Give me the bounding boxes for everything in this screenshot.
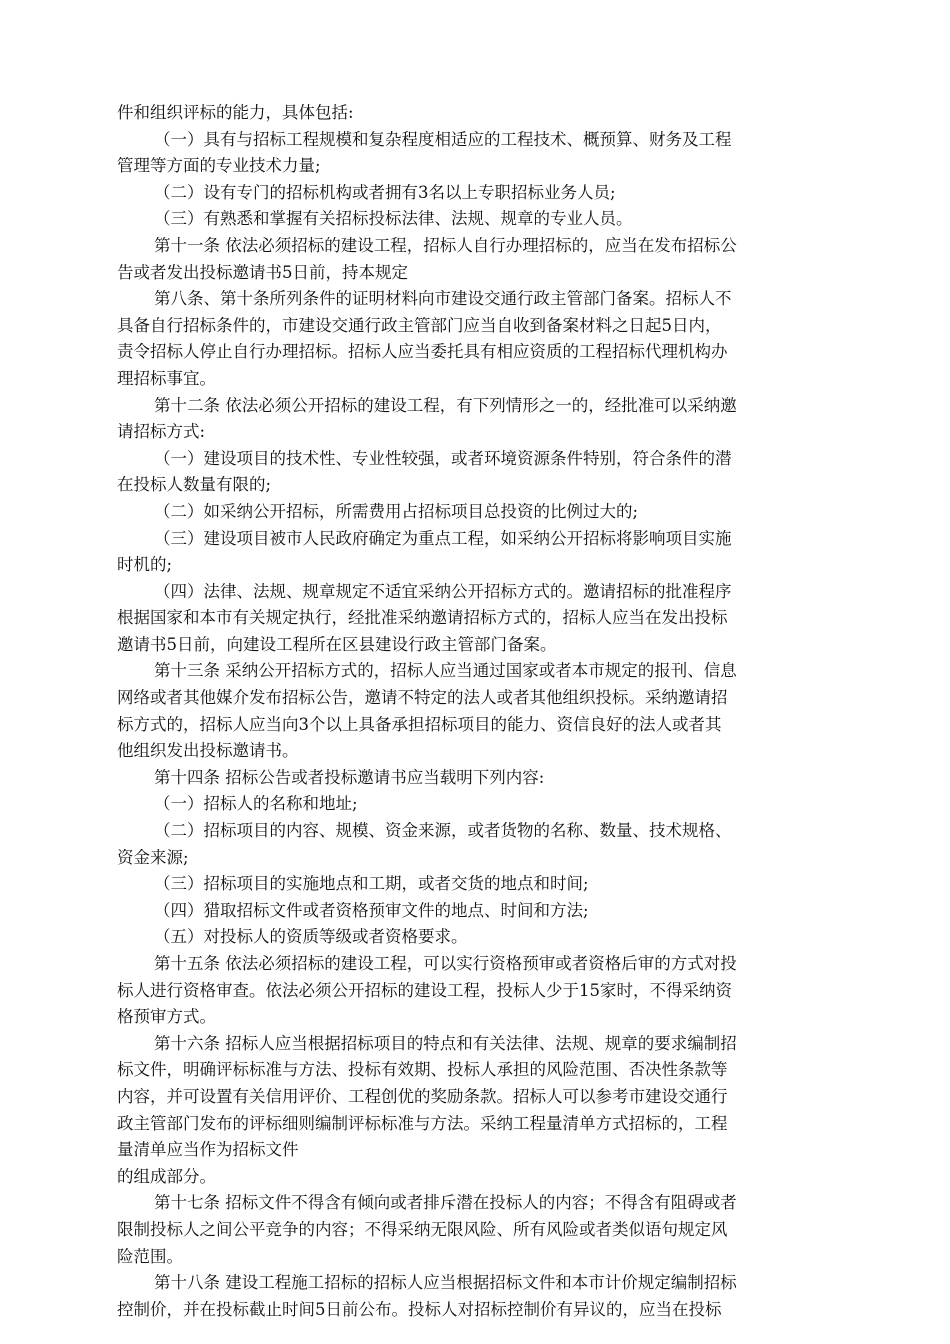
text-line: 具备自行招标条件的，市建设交通行政主管部门应当自收到备案材料之日起5日内， [117, 315, 722, 335]
text-line: （五）对投标人的资质等级或者资格要求。 [154, 927, 468, 947]
text-line: 险范围。 [117, 1246, 183, 1266]
text-line: 标人进行资格审查。依法必须公开招标的建设工程，投标人少于15家时，不得采纳资 [117, 980, 732, 1000]
text-line: 第十八条 建设工程施工招标的招标人应当根据招标文件和本市计价规定编制招标 [154, 1273, 737, 1293]
text-line: 的组成部分。 [117, 1166, 216, 1186]
text-line: 请招标方式: [117, 422, 206, 442]
text-line: 第十四条 招标公告或者投标邀请书应当载明下列内容: [154, 767, 545, 787]
text-line: 第十二条 依法必须公开招标的建设工程，有下列情形之一的，经批准可以采纳邀 [154, 395, 737, 415]
text-line: 告或者发出投标邀请书5日前，持本规定 [117, 262, 408, 282]
text-line: 管理等方面的专业技术力量; [117, 156, 321, 176]
text-line: （二）设有专门的招标机构或者拥有3名以上专职招标业务人员; [154, 182, 616, 202]
text-line: （四）法律、法规、规章规定不适宜采纳公开招标方式的。邀请招标的批准程序 [154, 581, 732, 601]
text-line: 第十一条 依法必须招标的建设工程，招标人自行办理招标的，应当在发布招标公 [154, 235, 737, 255]
text-line: 责令招标人停止自行办理招标。招标人应当委托具有相应资质的工程招标代理机构办 [117, 342, 728, 362]
text-line: 量清单应当作为招标文件 [117, 1140, 299, 1160]
text-line: 时机的; [117, 555, 173, 575]
text-line: 他组织发出投标邀请书。 [117, 741, 299, 761]
text-line: （一）招标人的名称和地址; [154, 794, 358, 814]
text-line: 内容，并可设置有关信用评价、工程创优的奖励条款。招标人可以参考市建设交通行 [117, 1086, 728, 1106]
text-line: 第十五条 依法必须招标的建设工程，可以实行资格预审或者资格后审的方式对投 [154, 954, 737, 973]
text-line: （三）招标项目的实施地点和工期，或者交货的地点和时间; [154, 874, 589, 894]
text-line: 第八条、第十条所列条件的证明材料向市建设交通行政主管部门备案。招标人不 [154, 289, 732, 309]
text-line: （二）如采纳公开招标，所需费用占招标项目总投资的比例过大的; [154, 501, 639, 521]
text-line: 理招标事宜。 [117, 368, 216, 388]
text-line: 根据国家和本市有关规定执行，经批准采纳邀请招标方式的，招标人应当在发出投标 [117, 608, 728, 628]
text-line: 第十三条 采纳公开招标方式的，招标人应当通过国家或者本市规定的报刊、信息 [154, 661, 737, 681]
text-line: 标文件，明确评标标准与方法、投标有效期、投标人承担的风险范围、否决性条款等 [117, 1060, 728, 1080]
text-line: 邀请书5日前，向建设工程所在区县建设行政主管部门备案。 [117, 634, 557, 654]
text-line: 限制投标人之间公平竞争的内容；不得采纳无限风险、所有风险或者类似语句规定风 [117, 1219, 728, 1239]
text-line: 在投标人数量有限的; [117, 475, 272, 495]
text-line: 网络或者其他媒介发布招标公告，邀请不特定的法人或者其他组织投标。采纳邀请招 [117, 688, 728, 708]
text-line: 第十六条 招标人应当根据招标项目的特点和有关法律、法规、规章的要求编制招 [154, 1033, 737, 1053]
text-line: 资金来源; [117, 847, 189, 867]
text-line: （三）有熟悉和掌握有关招标投标法律、法规、规章的专业人员。 [154, 209, 633, 229]
text-line: 控制价，并在投标截止时间5日前公布。投标人对招标控制价有异议的，应当在投标 [117, 1299, 722, 1319]
text-line: 标方式的，招标人应当向3个以上具备承担招标项目的能力、资信良好的法人或者其 [117, 714, 722, 734]
text-line: （三）建设项目被市人民政府确定为重点工程，如采纳公开招标将影响项目实施 [154, 528, 732, 548]
document-body [117, 100, 837, 1323]
text-line: 第十七条 招标文件不得含有倾向或者排斥潜在投标人的内容；不得含有阻碍或者 [154, 1193, 737, 1213]
text-line: （四）猎取招标文件或者资格预审文件的地点、时间和方法; [154, 900, 589, 920]
text-line: （一）建设项目的技术性、专业性较强，或者环境资源条件特别，符合条件的潜 [154, 448, 732, 468]
text-line: （二）招标项目的内容、规模、资金来源，或者货物的名称、数量、技术规格、 [154, 821, 732, 841]
text-line: 政主管部门发布的评标细则编制评标标准与方法。采纳工程量清单方式招标的，工程 [117, 1113, 728, 1133]
text-line: 件和组织评标的能力，具体包括: [117, 103, 354, 122]
text-line: 格预审方式。 [117, 1007, 216, 1027]
text-line: （一）具有与招标工程规模和复杂程度相适应的工程技术、概预算、财务及工程 [154, 129, 732, 149]
